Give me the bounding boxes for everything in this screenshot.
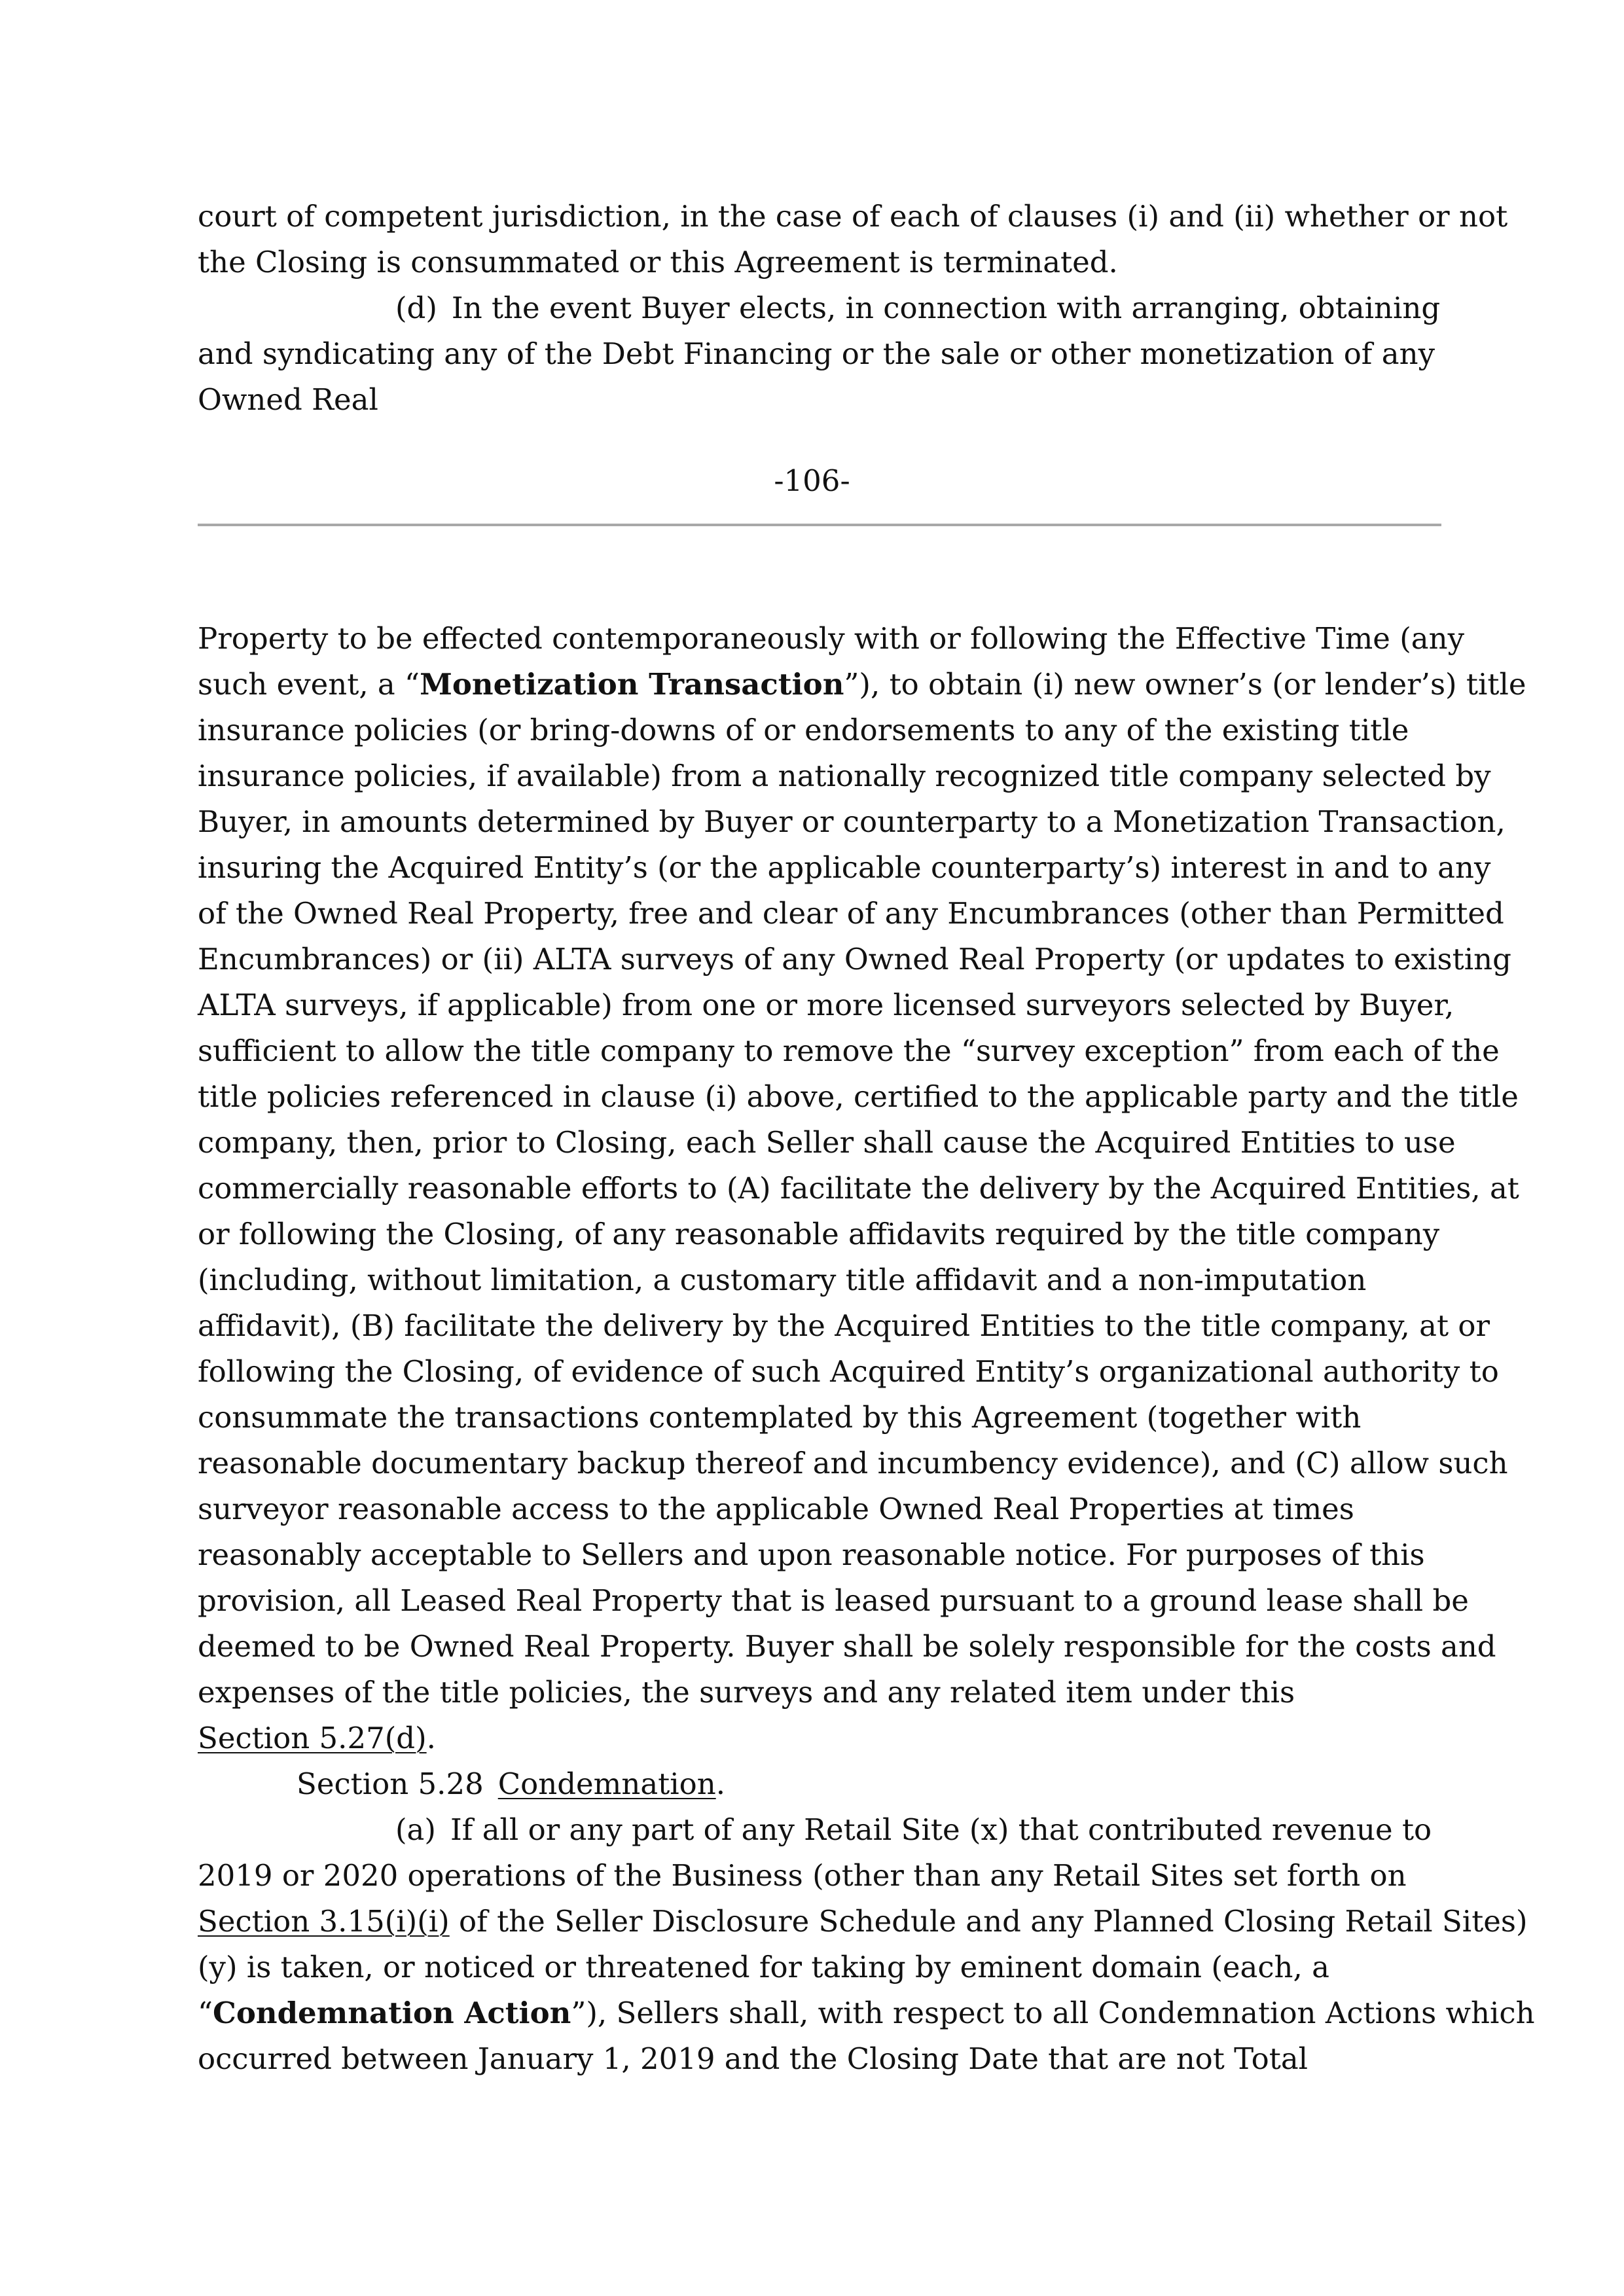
text-line: and syndicating any of the Debt Financing or the sale or other monetization of any [198, 336, 1435, 371]
text-line: insurance policies, if available) from a nationally recognized title company selected by [198, 759, 1491, 793]
text-line: provision, all Leased Real Property that is leased pursuant to a ground lease shall be [198, 1583, 1469, 1618]
section-reference-line [198, 1715, 1441, 1761]
text-span: such event, a “ [198, 667, 420, 702]
text-line: company, then, prior to Closing, each Seller shall cause the Acquired Entities to use [198, 1125, 1456, 1160]
text-line: insurance policies (or bring-downs of or endorsements to any of the existing title [198, 713, 1409, 747]
paragraph-marker: (d) [395, 291, 437, 325]
text-line: Encumbrances) or (ii) ALTA surveys of any Owned Real Property (or updates to existing [198, 942, 1511, 977]
text-span: of the Seller Disclosure Schedule and any Planned Closing Retail Sites) [449, 1904, 1528, 1939]
paragraph-marker: (a) [395, 1812, 436, 1847]
section-reference-line [198, 1899, 1528, 1945]
section-3-15-link[interactable]: Section 3.15(i)(i) [198, 1904, 450, 1939]
section-number: Section 5.28 [297, 1767, 484, 1801]
text-line: consummate the transactions contemplated by this Agreement (together with [198, 1400, 1362, 1435]
defined-term: Condemnation Action [213, 1996, 571, 2030]
text-line-with-defined-term [198, 662, 1526, 708]
text-line: the Closing is consummated or this Agreement is terminated. [198, 245, 1118, 279]
text-line: commercially reasonable efforts to (A) facilitate the delivery by the Acquired Entities, at [198, 1171, 1519, 1206]
text-span: In the event Buyer elects, in connection with arranging, obtaining [451, 291, 1441, 325]
text-line: affidavit), (B) facilitate the delivery by the Acquired Entities to the title company, at or [198, 1308, 1490, 1343]
text-span: ”), to obtain (i) new owner’s (or lender’s) title [844, 667, 1526, 702]
text-span: If all or any part of any Retail Site (x) that contributed revenue to [450, 1812, 1432, 1847]
text-line: 2019 or 2020 operations of the Business (other than any Retail Sites set forth on [198, 1858, 1407, 1893]
text-line: (including, without limitation, a customary title affidavit and a non-imputation [198, 1263, 1367, 1297]
text-line: insuring the Acquired Entity’s (or the applicable counterparty’s) interest in and to any [198, 850, 1491, 885]
section-title: Condemnation [497, 1767, 716, 1801]
text-line: following the Closing, of evidence of such Acquired Entity’s organizational authority to [198, 1354, 1499, 1389]
text-span: ”), Sellers shall, with respect to all Condemnation Actions which [571, 1996, 1535, 2030]
text-line: Buyer, in amounts determined by Buyer or counterparty to a Monetization Transaction, [198, 804, 1506, 839]
text-line: ALTA surveys, if applicable) from one or more licensed surveyors selected by Buyer, [198, 988, 1454, 1022]
text-span: “ [198, 1996, 213, 2030]
text-line: expenses of the title policies, the surveys and any related item under this [198, 1675, 1295, 1710]
text-span: . [426, 1721, 436, 1755]
defined-term: Monetization Transaction [420, 667, 844, 702]
text-line: sufficient to allow the title company to remove the “survey exception” from each of the [198, 1033, 1500, 1068]
text-line: deemed to be Owned Real Property. Buyer shall be solely responsible for the costs and [198, 1629, 1496, 1664]
text-span: . [715, 1767, 726, 1801]
text-line: of the Owned Real Property, free and clear of any Encumbrances (other than Permitted [198, 896, 1504, 931]
text-line: surveyor reasonable access to the applicable Owned Real Properties at times [198, 1492, 1354, 1526]
page-number: -106- [774, 463, 850, 498]
text-line: reasonably acceptable to Sellers and upon reasonable notice. For purposes of this [198, 1537, 1425, 1572]
main-text [198, 616, 1535, 2082]
section-heading [198, 1761, 1441, 1807]
text-line: Property to be effected contemporaneously with or following the Effective Time (any [198, 621, 1465, 656]
text-line: (y) is taken, or noticed or threatened for taking by eminent domain (each, a [198, 1950, 1329, 1984]
text-line: reasonable documentary backup thereof and incumbency evidence), and (C) allow such [198, 1446, 1508, 1480]
text-line-with-defined-term [198, 1990, 1535, 2036]
page-break-divider [198, 524, 1441, 526]
previous-page-text [198, 194, 1508, 423]
paragraph-d-first-line [198, 285, 1441, 331]
text-line: Owned Real [198, 382, 378, 417]
text-line: or following the Closing, of any reasonable affidavits required by the title company [198, 1217, 1440, 1251]
section-5-27d-link[interactable]: Section 5.27(d) [198, 1721, 427, 1755]
text-line: title policies referenced in clause (i) above, certified to the applicable party and the title [198, 1079, 1519, 1114]
text-line: court of competent jurisdiction, in the case of each of clauses (i) and (ii) whether or not [198, 199, 1508, 234]
text-line: occurred between January 1, 2019 and the Closing Date that are not Total [198, 2041, 1308, 2076]
paragraph-a-first-line [198, 1807, 1441, 1853]
